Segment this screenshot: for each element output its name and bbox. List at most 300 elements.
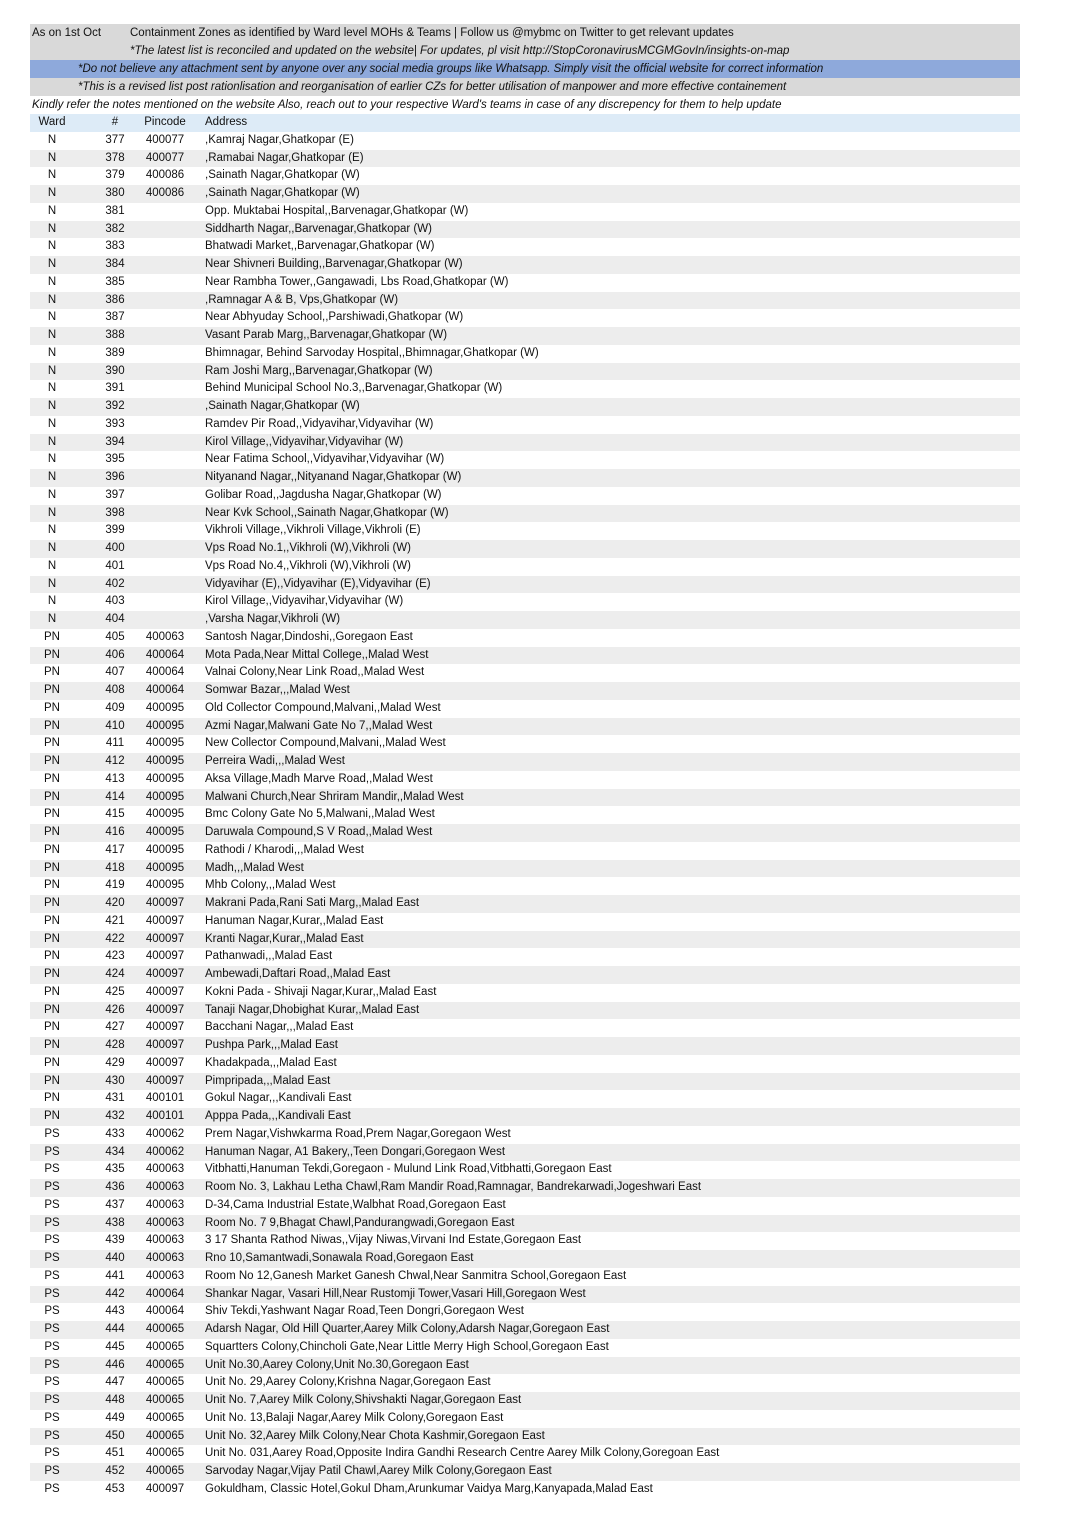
address-cell: ,Ramabai Nagar,Ghatkopar (E) [205, 151, 364, 164]
pincode-cell: 400065 [145, 1411, 185, 1424]
address-cell: ,Sainath Nagar,Ghatkopar (W) [205, 400, 360, 412]
address-cell: Old Collector Compound,Malvani,,Malad West [205, 701, 441, 714]
table-row [30, 895, 1020, 913]
address-cell: Gokuldham, Classic Hotel,Gokul Dham,Arunkumar Vaidya Marg,Kanyapada,Malad East [205, 1482, 653, 1495]
ward-cell: N [47, 400, 57, 412]
pincode-cell: 400095 [145, 826, 185, 838]
number-cell: 386 [105, 293, 125, 306]
address-cell: Golibar Road,,Jagdusha Nagar,Ghatkopar (W) [205, 488, 442, 501]
table-row [30, 540, 1020, 558]
ward-cell: PN [44, 826, 60, 838]
table-row [30, 1002, 1020, 1020]
pincode-cell: 400077 [145, 133, 185, 146]
number-cell: 419 [105, 879, 125, 892]
number-cell: 430 [105, 1074, 125, 1087]
address-cell: Prem Nagar,Vishwkarma Road,Prem Nagar,Goregaon West [205, 1127, 511, 1140]
address-cell: Tanaji Nagar,Dhobighat Kurar,,Malad East [205, 1003, 420, 1016]
number-cell: 390 [105, 364, 125, 377]
address-cell: Nityanand Nagar,,Nityanand Nagar,Ghatkopar (W) [205, 471, 462, 483]
ward-cell: PS [44, 1216, 60, 1229]
address-cell: Pathanwadi,,,Malad East [205, 950, 333, 963]
number-cell: 377 [105, 133, 125, 146]
ward-cell: PS [44, 1252, 60, 1264]
address-cell: Madh,,,Malad West [205, 861, 304, 874]
number-cell: 399 [105, 524, 125, 537]
address-cell: Bhimnagar, Behind Sarvoday Hospital,,Bhimnagar,Ghatkopar (W) [205, 346, 539, 359]
ward-cell: PN [44, 755, 60, 767]
table-row [30, 1321, 1020, 1339]
pincode-cell: 400065 [145, 1429, 185, 1442]
ward-cell: N [47, 595, 57, 608]
table-row [30, 824, 1020, 842]
table-row [30, 576, 1020, 594]
number-cell: 427 [105, 1021, 125, 1034]
table-row [30, 1126, 1020, 1144]
table-row [30, 398, 1020, 416]
number-cell: 452 [105, 1465, 125, 1477]
ward-cell: PS [44, 1411, 60, 1424]
address-cell: Opp. Muktabai Hospital,,Barvenagar,Ghatkopar (W) [205, 204, 469, 217]
address-cell: Hanuman Nagar, A1 Bakery,,Teen Dongari,Goregaon West [205, 1145, 506, 1158]
address-cell: Vps Road No.1,,Vikhroli (W),Vikhroli (W) [205, 542, 411, 554]
address-cell: Kokni Pada - Shivaji Nagar,Kurar,,Malad East [205, 985, 437, 998]
table-row [30, 1108, 1020, 1126]
ward-cell: N [47, 240, 57, 253]
ward-cell: PN [44, 968, 60, 980]
ward-cell: N [47, 435, 57, 448]
address-cell: ,Sainath Nagar,Ghatkopar (W) [205, 187, 360, 199]
pincode-cell: 400065 [145, 1340, 185, 1353]
whatsapp-warning: *Do not believe any attachment sent by anyone over any social media groups like Whatsapp. Simply visit the official website for correct information [78, 63, 824, 75]
ward-cell: PN [44, 808, 60, 821]
address-cell: Pushpa Park,,,Malad East [205, 1039, 338, 1051]
ward-cell: N [47, 275, 57, 288]
address-cell: ,Varsha Nagar,Vikhroli (W) [205, 613, 341, 625]
table-row [30, 629, 1020, 647]
ward-cell: PN [44, 1056, 60, 1069]
number-cell: 437 [105, 1198, 125, 1211]
ward-cell: PN [44, 1092, 60, 1105]
number-cell: 453 [105, 1482, 125, 1495]
pincode-cell: 400064 [145, 666, 185, 679]
pincode-cell: 400065 [145, 1447, 185, 1460]
table-row [30, 1428, 1020, 1446]
pincode-cell: 400086 [145, 187, 185, 199]
pincode-cell: 400062 [145, 1145, 185, 1158]
ward-cell: N [47, 151, 57, 164]
table-row [30, 1303, 1020, 1321]
number-cell: 380 [105, 187, 125, 199]
reconciled-note: *The latest list is reconciled and updated on the website| For updates, pl visit http://StopCoronavirusMCGMGovIn/insights-on-map [130, 45, 790, 57]
address-cell: Vitbhatti,Hanuman Tekdi,Goregaon - Mulund Link Road,Vitbhatti,Goregaon East [205, 1163, 612, 1176]
address-cell: 3 17 Shanta Rathod Niwas,,Vijay Niwas,Virvani Ind Estate,Goregaon East [205, 1234, 582, 1247]
table-row [30, 1073, 1020, 1091]
reconciled-note-row [30, 42, 1020, 60]
ward-cell: PN [44, 790, 60, 803]
number-cell: 401 [105, 559, 125, 572]
address-cell: Daruwala Compound,S V Road,,Malad West [205, 826, 433, 838]
number-cell: 388 [105, 329, 125, 341]
number-cell: 410 [105, 719, 125, 732]
table-row [30, 771, 1020, 789]
number-cell: 406 [105, 648, 125, 661]
table-row [30, 238, 1020, 256]
number-cell: 428 [105, 1039, 125, 1051]
pincode-cell: 400095 [145, 790, 185, 803]
number-cell: 392 [105, 400, 125, 412]
table-row [30, 1392, 1020, 1410]
pincode-cell: 400064 [145, 648, 185, 661]
containment-zone-sheet [30, 24, 1020, 1499]
ward-cell: PN [44, 1003, 60, 1016]
ward-cell: N [47, 613, 57, 625]
number-cell: 383 [105, 240, 125, 253]
refer-note-row [30, 96, 1020, 114]
ward-cell: N [47, 577, 57, 590]
table-row [30, 256, 1020, 274]
pincode-cell: 400063 [145, 1269, 185, 1282]
address-cell: Unit No. 7,Aarey Milk Colony,Shivshakti Nagar,Goregaon East [205, 1394, 522, 1406]
table-row [30, 611, 1020, 629]
table-row [30, 682, 1020, 700]
pincode-cell: 400097 [145, 1021, 185, 1034]
table-row [30, 327, 1020, 345]
number-cell: 423 [105, 950, 125, 963]
number-cell: 409 [105, 701, 125, 714]
address-cell: Unit No. 32,Aarey Milk Colony,Near Chota Kashmir,Goregaon East [205, 1429, 545, 1442]
number-cell: 402 [105, 577, 125, 590]
number-cell: 398 [105, 506, 125, 519]
number-cell: 400 [105, 542, 125, 554]
address-cell: Bacchani Nagar,,,Malad East [205, 1021, 354, 1034]
table-row [30, 221, 1020, 239]
ward-cell: PS [44, 1269, 60, 1282]
table-row [30, 931, 1020, 949]
table-row [30, 1037, 1020, 1055]
ward-cell: PS [44, 1376, 60, 1389]
number-cell: 431 [105, 1092, 125, 1105]
table-row [30, 1268, 1020, 1286]
pincode-cell: 400086 [145, 169, 185, 182]
number-cell: 381 [105, 204, 125, 217]
ward-cell: PN [44, 843, 60, 856]
table-row [30, 132, 1020, 150]
number-cell: 432 [105, 1110, 125, 1122]
number-cell: 434 [105, 1145, 125, 1158]
pincode-cell: 400097 [145, 950, 185, 963]
table-row [30, 860, 1020, 878]
address-cell: Malwani Church,Near Shriram Mandir,,Malad West [205, 790, 464, 803]
table-row [30, 167, 1020, 185]
ward-cell: PS [44, 1429, 60, 1442]
address-cell: Vasant Parab Marg,,Barvenagar,Ghatkopar (W) [205, 329, 448, 341]
number-cell: 414 [105, 790, 125, 803]
ward-cell: PN [44, 879, 60, 892]
ward-cell: PN [44, 648, 60, 661]
address-cell: Ramdev Pir Road,,Vidyavihar,Vidyavihar (W) [205, 417, 434, 430]
ward-cell: PN [44, 1021, 60, 1034]
number-cell: 397 [105, 488, 125, 501]
address-cell: ,Ramnagar A & B, Vps,Ghatkopar (W) [205, 293, 399, 306]
number-cell: 405 [105, 630, 125, 643]
pincode-cell: 400065 [145, 1358, 185, 1371]
number-cell: 442 [105, 1287, 125, 1300]
pincode-cell: 400095 [145, 879, 185, 892]
ward-cell: PS [44, 1181, 60, 1193]
table-row [30, 345, 1020, 363]
pincode-cell: 400063 [145, 1198, 185, 1211]
table-row [30, 1410, 1020, 1428]
address-cell: Unit No. 13,Balaji Nagar,Aarey Milk Colony,Goregaon East [205, 1411, 504, 1424]
ward-cell: PS [44, 1394, 60, 1406]
ward-cell: N [47, 204, 57, 217]
ward-cell: PN [44, 630, 60, 643]
address-cell: Unit No. 29,Aarey Colony,Krishna Nagar,Goregaon East [205, 1376, 491, 1389]
address-cell: Bmc Colony Gate No 5,Malwani,,Malad West [205, 808, 435, 821]
address-cell: D-34,Cama Industrial Estate,Walbhat Road,Goregaon East [205, 1198, 506, 1211]
table-row [30, 1161, 1020, 1179]
ward-cell: PS [44, 1127, 60, 1140]
address-cell: Mhb Colony,,,Malad West [205, 879, 336, 892]
table-row [30, 1090, 1020, 1108]
address-cell: Aksa Village,Madh Marve Road,,Malad West [205, 772, 433, 785]
refer-website-note: Kindly refer the notes mentioned on the website Also, reach out to your respective Ward's teams in case of any discrepency for them to help update [32, 99, 782, 111]
table-row [30, 593, 1020, 611]
table-row [30, 274, 1020, 292]
ward-cell: N [47, 542, 57, 554]
table-row [30, 487, 1020, 505]
number-cell: 448 [105, 1394, 125, 1406]
table-row [30, 1055, 1020, 1073]
address-cell: Near Kvk School,,Sainath Nagar,Ghatkopar (W) [205, 506, 449, 519]
table-row [30, 948, 1020, 966]
column-header-ward: Ward [38, 116, 66, 128]
ward-cell: PS [44, 1482, 60, 1495]
pincode-cell: 400062 [145, 1127, 185, 1140]
table-row [30, 913, 1020, 931]
address-cell: Near Fatima School,,Vidyavihar,Vidyavihar (W) [205, 453, 445, 466]
ward-cell: PS [44, 1234, 60, 1247]
pincode-cell: 400097 [145, 1056, 185, 1069]
ward-cell: N [47, 169, 57, 182]
number-cell: 389 [105, 346, 125, 359]
table-row [30, 1215, 1020, 1233]
pincode-cell: 400063 [145, 1234, 185, 1247]
ward-cell: PN [44, 1110, 60, 1122]
pincode-cell: 400097 [145, 985, 185, 998]
pincode-cell: 400097 [145, 1039, 185, 1051]
ward-cell: N [47, 329, 57, 341]
ward-cell: PN [44, 985, 60, 998]
address-cell: Near Shivneri Building,,Barvenagar,Ghatkopar (W) [205, 258, 463, 270]
table-row [30, 735, 1020, 753]
number-cell: 443 [105, 1305, 125, 1318]
address-cell: Khadakpada,,,Malad East [205, 1056, 337, 1069]
address-cell: ,Kamraj Nagar,Ghatkopar (E) [205, 133, 354, 146]
address-cell: Hanuman Nagar,Kurar,,Malad East [205, 914, 384, 927]
ward-cell: PN [44, 719, 60, 732]
number-cell: 382 [105, 222, 125, 235]
number-cell: 418 [105, 861, 125, 874]
address-cell: Shankar Nagar, Vasari Hill,Near Rustomji Tower,Vasari Hill,Goregaon West [205, 1287, 586, 1300]
number-cell: 439 [105, 1234, 125, 1247]
address-cell: Bhatwadi Market,,Barvenagar,Ghatkopar (W) [205, 240, 435, 253]
ward-cell: PS [44, 1305, 60, 1318]
table-row [30, 966, 1020, 984]
containment-title: Containment Zones as identified by Ward level MOHs & Teams | Follow us @mybmc on Twitter to get relevant updates [130, 27, 734, 39]
pincode-cell: 400097 [145, 1003, 185, 1016]
ward-cell: PS [44, 1163, 60, 1176]
number-cell: 435 [105, 1163, 125, 1176]
table-row [30, 451, 1020, 469]
ward-cell: N [47, 524, 57, 537]
ward-cell: N [47, 382, 57, 395]
number-cell: 417 [105, 843, 125, 856]
table-body [30, 132, 1020, 1499]
table-row [30, 1179, 1020, 1197]
pincode-cell: 400095 [145, 772, 185, 785]
address-cell: Near Rambha Tower,,Gangawadi, Lbs Road,Ghatkopar (W) [205, 275, 509, 288]
pincode-cell: 400095 [145, 843, 185, 856]
address-cell: Mota Pada,Near Mittal College,,Malad West [205, 648, 429, 661]
pincode-cell: 400095 [145, 808, 185, 821]
number-cell: 413 [105, 772, 125, 785]
ward-cell: N [47, 133, 57, 146]
column-header-number: # [111, 116, 119, 128]
ward-cell: N [47, 346, 57, 359]
address-cell: Ram Joshi Marg,,Barvenagar,Ghatkopar (W) [205, 364, 433, 377]
pincode-cell: 400063 [145, 1252, 185, 1264]
ward-cell: PN [44, 932, 60, 945]
ward-cell: N [47, 488, 57, 501]
number-cell: 415 [105, 808, 125, 821]
ward-cell: PN [44, 701, 60, 714]
revised-list-note: *This is a revised list post rationlisation and reorganisation of earlier CZs for better utilisation of manpower and more effective containement [78, 81, 787, 93]
number-cell: 416 [105, 826, 125, 838]
table-row [30, 1144, 1020, 1162]
ward-cell: PN [44, 1074, 60, 1087]
number-cell: 450 [105, 1429, 125, 1442]
address-cell: Pimpripada,,,Malad East [205, 1074, 331, 1087]
number-cell: 422 [105, 932, 125, 945]
address-cell: Adarsh Nagar, Old Hill Quarter,Aarey Milk Colony,Adarsh Nagar,Goregaon East [205, 1323, 610, 1335]
ward-cell: N [47, 364, 57, 377]
ward-cell: PN [44, 684, 60, 696]
pincode-cell: 400063 [145, 630, 185, 643]
pincode-cell: 400064 [145, 684, 185, 696]
address-cell: Squartters Colony,Chincholi Gate,Near Little Merry High School,Goregaon East [205, 1340, 609, 1353]
table-row [30, 1286, 1020, 1304]
table-row [30, 1232, 1020, 1250]
as-on-date: As on 1st Oct [32, 27, 102, 39]
pincode-cell: 400095 [145, 719, 185, 732]
address-cell: Vikhroli Village,,Vikhroli Village,Vikhroli (E) [205, 524, 421, 537]
ward-cell: PS [44, 1340, 60, 1353]
column-header-address: Address [205, 116, 248, 128]
header-title-row [30, 24, 1020, 42]
address-cell: Perreira Wadi,,,Malad West [205, 755, 345, 767]
address-cell: Kirol Village,,Vidyavihar,Vidyavihar (W) [205, 595, 404, 608]
pincode-cell: 400065 [145, 1376, 185, 1389]
ward-cell: PS [44, 1287, 60, 1300]
address-cell: Kirol Village,,Vidyavihar,Vidyavihar (W) [205, 435, 404, 448]
table-row [30, 1197, 1020, 1215]
table-row [30, 1374, 1020, 1392]
address-cell: Valnai Colony,Near Link Road,,Malad West [205, 666, 425, 679]
table-row [30, 789, 1020, 807]
number-cell: 447 [105, 1376, 125, 1389]
number-cell: 378 [105, 151, 125, 164]
pincode-cell: 400097 [145, 897, 185, 909]
address-cell: Makrani Pada,Rani Sati Marg,,Malad East [205, 897, 420, 909]
pincode-cell: 400097 [145, 968, 185, 980]
number-cell: 408 [105, 684, 125, 696]
number-cell: 395 [105, 453, 125, 466]
column-header-pincode: Pincode [144, 116, 186, 128]
pincode-cell: 400063 [145, 1163, 185, 1176]
pincode-cell: 400064 [145, 1287, 185, 1300]
table-row [30, 1250, 1020, 1268]
ward-cell: N [47, 471, 57, 483]
table-row [30, 753, 1020, 771]
address-cell: Vps Road No.4,,Vikhroli (W),Vikhroli (W) [205, 559, 411, 572]
ward-cell: PS [44, 1145, 60, 1158]
number-cell: 396 [105, 471, 125, 483]
table-row [30, 842, 1020, 860]
ward-cell: N [47, 506, 57, 519]
number-cell: 420 [105, 897, 125, 909]
ward-cell: PN [44, 666, 60, 679]
ward-cell: PN [44, 1039, 60, 1051]
table-row [30, 469, 1020, 487]
pincode-cell: 400095 [145, 737, 185, 750]
table-row [30, 1463, 1020, 1481]
table-row [30, 1357, 1020, 1375]
address-cell: Room No. 3, Lakhau Letha Chawl,Ram Mandir Road,Ramnagar, Bandrekarwadi,Jogeshwari East [205, 1181, 702, 1193]
number-cell: 424 [105, 968, 125, 980]
address-cell: Somwar Bazar,,,Malad West [205, 684, 350, 696]
table-row [30, 150, 1020, 168]
address-cell: Kranti Nagar,Kurar,,Malad East [205, 932, 364, 945]
number-cell: 394 [105, 435, 125, 448]
table-row [30, 647, 1020, 665]
ward-cell: PN [44, 861, 60, 874]
table-row [30, 1019, 1020, 1037]
address-cell: New Collector Compound,Malvani,,Malad West [205, 737, 446, 750]
address-cell: Room No. 7 9,Bhagat Chawl,Pandurangwadi,Goregaon East [205, 1216, 515, 1229]
number-cell: 445 [105, 1340, 125, 1353]
number-cell: 436 [105, 1181, 125, 1193]
address-cell: ,Sainath Nagar,Ghatkopar (W) [205, 169, 360, 182]
pincode-cell: 400097 [145, 932, 185, 945]
address-cell: Apppa Pada,,,Kandivali East [205, 1110, 351, 1122]
ward-cell: N [47, 453, 57, 466]
ward-cell: PN [44, 772, 60, 785]
address-cell: Room No 12,Ganesh Market Ganesh Chwal,Near Sanmitra School,Goregaon East [205, 1269, 627, 1282]
number-cell: 449 [105, 1411, 125, 1424]
ward-cell: N [47, 559, 57, 572]
table-row [30, 558, 1020, 576]
table-row [30, 416, 1020, 434]
address-cell: Sarvoday Nagar,Vijay Patil Chawl,Aarey Milk Colony,Goregaon East [205, 1465, 552, 1477]
number-cell: 403 [105, 595, 125, 608]
revised-note-row [30, 78, 1020, 96]
number-cell: 429 [105, 1056, 125, 1069]
pincode-cell: 400095 [145, 861, 185, 874]
address-cell: Siddharth Nagar,,Barvenagar,Ghatkopar (W) [205, 222, 432, 235]
ward-cell: PS [44, 1447, 60, 1460]
table-row [30, 363, 1020, 381]
